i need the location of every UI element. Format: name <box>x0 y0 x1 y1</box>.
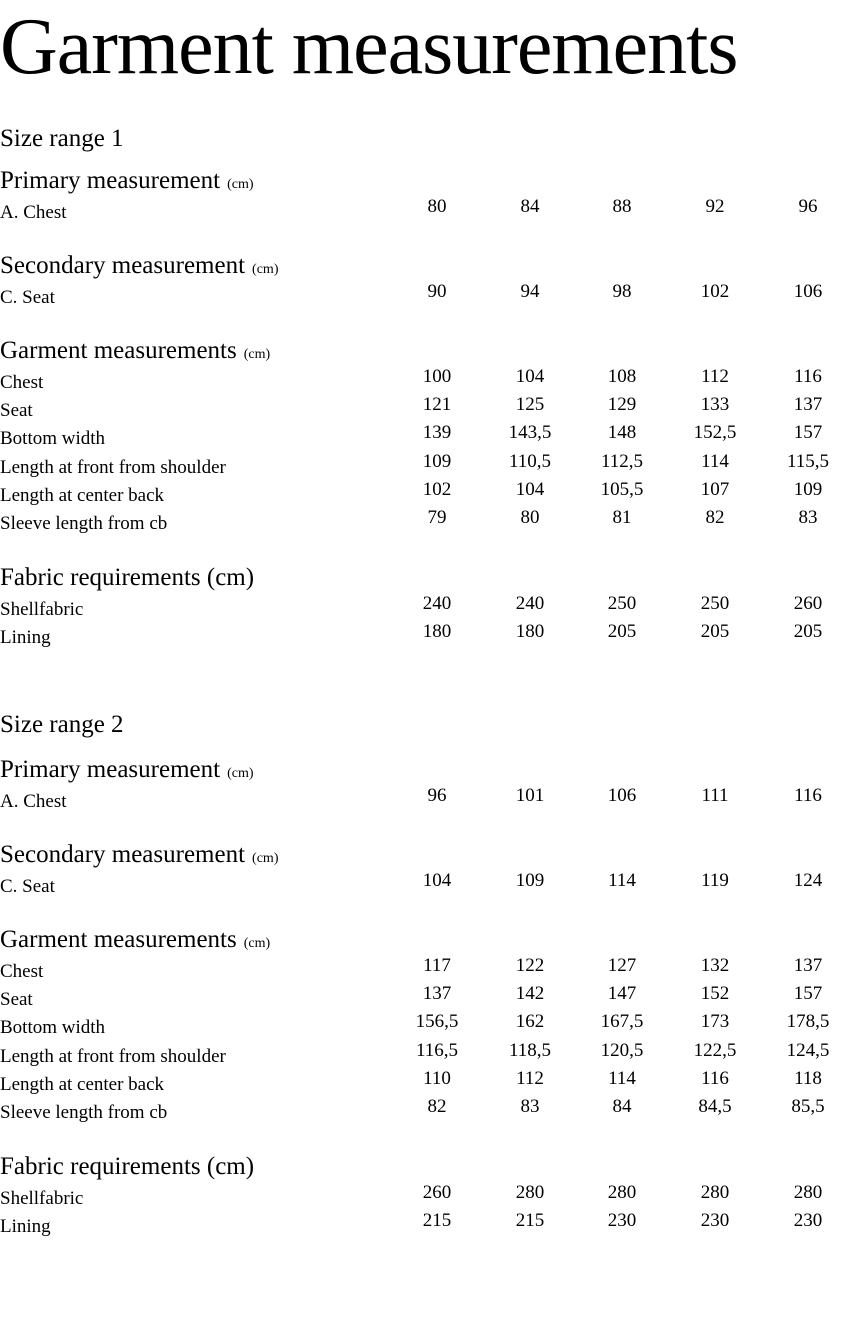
table-cell: 81 <box>612 507 632 528</box>
table-cell: 152,5 <box>693 422 737 443</box>
table-cell: 122 <box>515 955 545 976</box>
table-cell: 230 <box>700 1210 730 1231</box>
table-cell: 100 <box>422 366 452 387</box>
table-cell: 156,5 <box>415 1011 459 1032</box>
row-label: Chest <box>0 372 44 393</box>
table-cell: 250 <box>607 593 637 614</box>
table-cell: 280 <box>793 1182 823 1203</box>
fabric-requirements-heading: Fabric requirements (cm) <box>0 564 255 591</box>
table-row <box>0 509 855 537</box>
table-cell: 157 <box>793 983 823 1004</box>
secondary-measurement-heading: Secondary measurement (cm) <box>0 841 279 868</box>
row-label: C. Seat <box>0 287 55 308</box>
table-row <box>0 283 855 311</box>
table-cell: 142 <box>515 983 545 1004</box>
table-cell: 96 <box>427 785 447 806</box>
table-row <box>0 198 855 226</box>
table-cell: 104 <box>515 479 545 500</box>
table-cell: 205 <box>607 621 637 642</box>
table-cell: 180 <box>422 621 452 642</box>
table-cell: 178,5 <box>786 1011 830 1032</box>
table-cell: 112 <box>701 366 729 387</box>
garment-measurements-heading: Garment measurements (cm) <box>0 337 271 364</box>
table-cell: 82 <box>705 507 725 528</box>
table-cell: 124,5 <box>786 1040 830 1061</box>
row-label: A. Chest <box>0 791 67 812</box>
page-title: Garment measurements <box>0 3 738 91</box>
table-cell: 137 <box>793 955 823 976</box>
row-label: Length at center back <box>0 485 165 506</box>
table-cell: 132 <box>700 955 730 976</box>
table-cell: 118 <box>794 1068 822 1089</box>
table-cell: 230 <box>607 1210 637 1231</box>
table-cell: 80 <box>520 507 540 528</box>
table-cell: 148 <box>607 422 637 443</box>
table-cell: 114 <box>701 451 729 472</box>
table-cell: 82 <box>427 1096 447 1117</box>
table-cell: 280 <box>700 1182 730 1203</box>
table-cell: 79 <box>427 507 447 528</box>
table-cell: 127 <box>607 955 637 976</box>
table-cell: 112,5 <box>600 451 644 472</box>
table-cell: 104 <box>422 870 452 891</box>
row-label: Bottom width <box>0 1017 106 1038</box>
table-cell: 250 <box>700 593 730 614</box>
primary-measurement-heading: Primary measurement (cm) <box>0 167 254 194</box>
table-cell: 125 <box>515 394 545 415</box>
table-cell: 98 <box>612 281 632 302</box>
row-label: Lining <box>0 627 51 648</box>
table-cell: 110,5 <box>508 451 552 472</box>
table-cell: 85,5 <box>791 1096 825 1117</box>
table-cell: 108 <box>607 366 637 387</box>
size-range-label: Size range 2 <box>0 711 124 738</box>
table-cell: 88 <box>612 196 632 217</box>
row-label: Length at center back <box>0 1074 165 1095</box>
table-cell: 116,5 <box>415 1040 459 1061</box>
table-cell: 120,5 <box>600 1040 644 1061</box>
table-cell: 205 <box>793 621 823 642</box>
table-cell: 139 <box>422 422 452 443</box>
primary-measurement-heading: Primary measurement (cm) <box>0 756 254 783</box>
table-cell: 230 <box>793 1210 823 1231</box>
table-cell: 105,5 <box>600 479 644 500</box>
row-label: Shellfabric <box>0 1188 84 1209</box>
table-cell: 122,5 <box>693 1040 737 1061</box>
table-cell: 114 <box>608 870 636 891</box>
unit-label: (cm) <box>243 936 271 951</box>
table-cell: 109 <box>515 870 545 891</box>
table-cell: 133 <box>700 394 730 415</box>
table-cell: 92 <box>705 196 725 217</box>
table-cell: 111 <box>701 785 729 806</box>
table-cell: 107 <box>700 479 730 500</box>
size-range-label: Size range 1 <box>0 125 124 152</box>
table-cell: 96 <box>798 196 818 217</box>
row-label: Length at front from shoulder <box>0 1046 226 1067</box>
table-cell: 143,5 <box>508 422 552 443</box>
table-row <box>0 1212 855 1240</box>
table-cell: 116 <box>701 1068 729 1089</box>
table-row <box>0 1098 855 1126</box>
table-cell: 83 <box>520 1096 540 1117</box>
table-cell: 106 <box>607 785 637 806</box>
row-label: Seat <box>0 989 33 1010</box>
table-cell: 119 <box>701 870 729 891</box>
table-cell: 129 <box>607 394 637 415</box>
table-cell: 215 <box>515 1210 545 1231</box>
table-row <box>0 787 855 815</box>
table-cell: 114 <box>608 1068 636 1089</box>
table-cell: 115,5 <box>786 451 830 472</box>
table-cell: 240 <box>515 593 545 614</box>
table-row <box>0 623 855 651</box>
row-label: C. Seat <box>0 876 55 897</box>
garment-measurements-heading: Garment measurements (cm) <box>0 926 271 953</box>
table-cell: 137 <box>422 983 452 1004</box>
table-cell: 102 <box>700 281 730 302</box>
table-cell: 173 <box>700 1011 730 1032</box>
table-cell: 83 <box>798 507 818 528</box>
unit-label: (cm) <box>252 262 279 277</box>
row-label: Seat <box>0 400 33 421</box>
table-cell: 280 <box>607 1182 637 1203</box>
table-cell: 240 <box>422 593 452 614</box>
table-cell: 84 <box>520 196 540 217</box>
table-cell: 109 <box>422 451 452 472</box>
table-cell: 180 <box>515 621 545 642</box>
table-cell: 152 <box>700 983 730 1004</box>
table-cell: 106 <box>793 281 823 302</box>
table-cell: 84,5 <box>698 1096 732 1117</box>
table-cell: 118,5 <box>508 1040 552 1061</box>
unit-label: (cm) <box>227 177 254 192</box>
table-cell: 80 <box>427 196 447 217</box>
row-label: Lining <box>0 1216 51 1237</box>
table-cell: 157 <box>793 422 823 443</box>
unit-label: (cm) <box>252 851 279 866</box>
table-cell: 112 <box>516 1068 544 1089</box>
fabric-requirements-heading: Fabric requirements (cm) <box>0 1153 255 1180</box>
table-cell: 116 <box>794 785 822 806</box>
row-label: Bottom width <box>0 428 106 449</box>
table-cell: 215 <box>422 1210 452 1231</box>
table-cell: 167,5 <box>600 1011 644 1032</box>
row-label: Sleeve length from cb <box>0 1102 168 1123</box>
table-cell: 117 <box>423 955 451 976</box>
table-cell: 260 <box>422 1182 452 1203</box>
table-cell: 205 <box>700 621 730 642</box>
unit-label: (cm) <box>227 766 254 781</box>
row-label: A. Chest <box>0 202 67 223</box>
table-cell: 94 <box>520 281 540 302</box>
table-cell: 147 <box>607 983 637 1004</box>
row-label: Chest <box>0 961 44 982</box>
table-cell: 137 <box>793 394 823 415</box>
table-cell: 162 <box>515 1011 545 1032</box>
row-label: Sleeve length from cb <box>0 513 168 534</box>
table-cell: 121 <box>422 394 452 415</box>
table-cell: 260 <box>793 593 823 614</box>
table-cell: 280 <box>515 1182 545 1203</box>
row-label: Shellfabric <box>0 599 84 620</box>
row-label: Length at front from shoulder <box>0 457 226 478</box>
secondary-measurement-heading: Secondary measurement (cm) <box>0 252 279 279</box>
table-cell: 84 <box>612 1096 632 1117</box>
table-cell: 101 <box>515 785 545 806</box>
table-cell: 109 <box>793 479 823 500</box>
table-cell: 90 <box>427 281 447 302</box>
table-cell: 116 <box>794 366 822 387</box>
table-cell: 124 <box>793 870 823 891</box>
table-cell: 104 <box>515 366 545 387</box>
unit-label: (cm) <box>243 347 271 362</box>
table-cell: 110 <box>423 1068 451 1089</box>
table-row <box>0 872 855 900</box>
table-cell: 102 <box>422 479 452 500</box>
